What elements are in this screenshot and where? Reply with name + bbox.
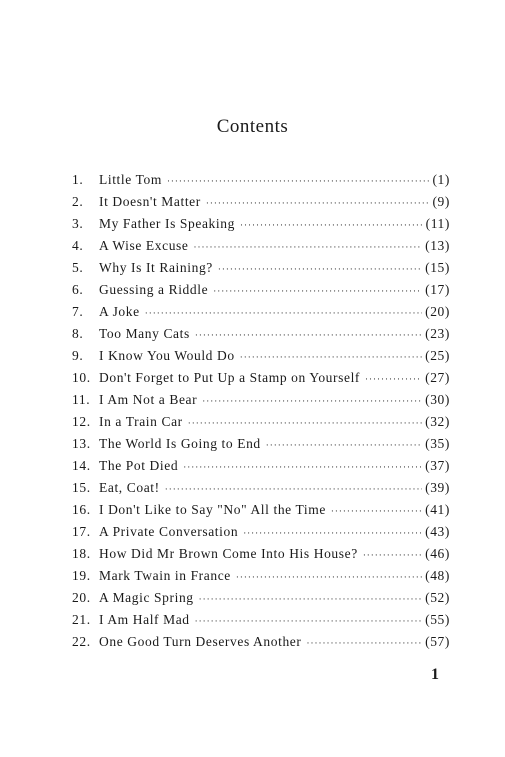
dot-leader: [167, 177, 430, 186]
toc-entry-page: (17): [425, 282, 450, 297]
toc-entry: [72, 260, 450, 282]
dot-leader: [165, 485, 422, 494]
dot-leader: [331, 507, 422, 516]
toc-entry-title: In a Train Car: [99, 414, 183, 429]
toc-entry-number: 12.: [72, 414, 91, 429]
toc-entry-page: (57): [425, 634, 450, 649]
toc-entry: [72, 524, 450, 546]
toc-entry-number: 13.: [72, 436, 91, 451]
toc-entry: [72, 348, 450, 370]
toc-entry-title: Eat, Coat!: [99, 480, 160, 495]
toc-entry-page: (32): [425, 414, 450, 429]
table-of-contents: [72, 172, 450, 656]
dot-leader: [145, 309, 422, 318]
toc-entry-number: 1.: [72, 172, 84, 187]
toc-entry-title: A Private Conversation: [99, 524, 239, 539]
toc-entry-page: (20): [425, 304, 450, 319]
toc-entry-page: (15): [425, 260, 450, 275]
toc-entry: [72, 612, 450, 634]
toc-entry-number: 4.: [72, 238, 84, 253]
toc-entry-page: (41): [425, 502, 450, 517]
toc-entry: [72, 546, 450, 568]
toc-entry-page: (11): [425, 216, 450, 231]
dot-leader: [206, 199, 430, 208]
toc-entry: [72, 238, 450, 260]
toc-entry: [72, 304, 450, 326]
toc-entry-title: The Pot Died: [99, 458, 179, 473]
dot-leader: [188, 419, 422, 428]
dot-leader: [306, 639, 422, 648]
toc-entry-title: Why Is It Raining?: [99, 260, 213, 275]
toc-entry-page: (30): [425, 392, 450, 407]
dot-leader: [266, 441, 422, 450]
toc-entry-title: It Doesn't Matter: [99, 194, 201, 209]
dot-leader: [240, 353, 422, 362]
toc-entry-title: I Am Not a Bear: [99, 392, 198, 407]
toc-entry-title: A Joke: [99, 304, 140, 319]
toc-entry-page: (39): [425, 480, 450, 495]
toc-entry-title: I Know You Would Do: [99, 348, 235, 363]
toc-entry-title: Guessing a Riddle: [99, 282, 209, 297]
toc-entry: [72, 194, 450, 216]
toc-entry-page: (48): [425, 568, 450, 583]
toc-entry-page: (46): [425, 546, 450, 561]
toc-entry-number: 3.: [72, 216, 84, 231]
dot-leader: [202, 397, 422, 406]
toc-entry-number: 14.: [72, 458, 91, 473]
toc-entry: [72, 326, 450, 348]
toc-entry: [72, 480, 450, 502]
dot-leader: [183, 463, 422, 472]
dot-leader: [195, 331, 422, 340]
toc-entry-page: (55): [425, 612, 450, 627]
toc-entry-title: A Wise Excuse: [99, 238, 189, 253]
toc-entry-title: The World Is Going to End: [99, 436, 261, 451]
toc-entry-number: 5.: [72, 260, 84, 275]
toc-entry-number: 10.: [72, 370, 91, 385]
toc-entry-number: 22.: [72, 634, 91, 649]
toc-entry-title: My Father Is Speaking: [99, 216, 235, 231]
toc-entry-number: 8.: [72, 326, 84, 341]
dot-leader: [365, 375, 422, 384]
toc-entry-title: One Good Turn Deserves Another: [99, 634, 302, 649]
toc-entry: [72, 458, 450, 480]
dot-leader: [213, 287, 422, 296]
toc-entry-number: 7.: [72, 304, 84, 319]
toc-entry: [72, 436, 450, 458]
toc-entry-title: A Magic Spring: [99, 590, 194, 605]
dot-leader: [194, 243, 423, 252]
page-number: 1: [431, 666, 439, 683]
toc-entry: [72, 590, 450, 612]
dot-leader: [195, 617, 422, 626]
toc-entry-number: 2.: [72, 194, 84, 209]
toc-entry: [72, 634, 450, 656]
toc-entry-number: 9.: [72, 348, 84, 363]
toc-entry-page: (9): [432, 194, 450, 209]
toc-entry-title: Too Many Cats: [99, 326, 190, 341]
toc-entry-title: Mark Twain in France: [99, 568, 231, 583]
dot-leader: [236, 573, 422, 582]
toc-entry-page: (1): [432, 172, 450, 187]
toc-entry-page: (52): [425, 590, 450, 605]
toc-entry-title: How Did Mr Brown Come Into His House?: [99, 546, 358, 561]
toc-entry-number: 21.: [72, 612, 91, 627]
toc-entry: [72, 392, 450, 414]
toc-entry-page: (43): [425, 524, 450, 539]
toc-entry-page: (37): [425, 458, 450, 473]
toc-entry-number: 6.: [72, 282, 84, 297]
toc-entry-number: 19.: [72, 568, 91, 583]
toc-entry-page: (13): [425, 238, 450, 253]
dot-leader: [363, 551, 422, 560]
toc-entry-number: 17.: [72, 524, 91, 539]
toc-entry-title: I Don't Like to Say "No" All the Time: [99, 502, 326, 517]
toc-entry-number: 20.: [72, 590, 91, 605]
toc-entry-title: Little Tom: [99, 172, 162, 187]
toc-entry-number: 11.: [72, 392, 91, 407]
toc-entry: [72, 568, 450, 590]
toc-entry-number: 18.: [72, 546, 91, 561]
toc-entry-page: (23): [425, 326, 450, 341]
toc-entry: [72, 282, 450, 304]
page-title: Contents: [216, 116, 289, 137]
toc-entry-number: 16.: [72, 502, 91, 517]
toc-entry-number: 15.: [72, 480, 91, 495]
toc-entry: [72, 502, 450, 524]
toc-entry: [72, 216, 450, 238]
dot-leader: [240, 221, 423, 230]
toc-entry-page: (27): [425, 370, 450, 385]
dot-leader: [199, 595, 422, 604]
toc-entry-title: I Am Half Mad: [99, 612, 190, 627]
dot-leader: [218, 265, 422, 274]
toc-entry-page: (25): [425, 348, 450, 363]
toc-entry: [72, 172, 450, 194]
toc-entry-page: (35): [425, 436, 450, 451]
toc-entry-title: Don't Forget to Put Up a Stamp on Yourself: [99, 370, 361, 385]
toc-entry: [72, 414, 450, 436]
toc-entry: [72, 370, 450, 392]
dot-leader: [243, 529, 422, 538]
